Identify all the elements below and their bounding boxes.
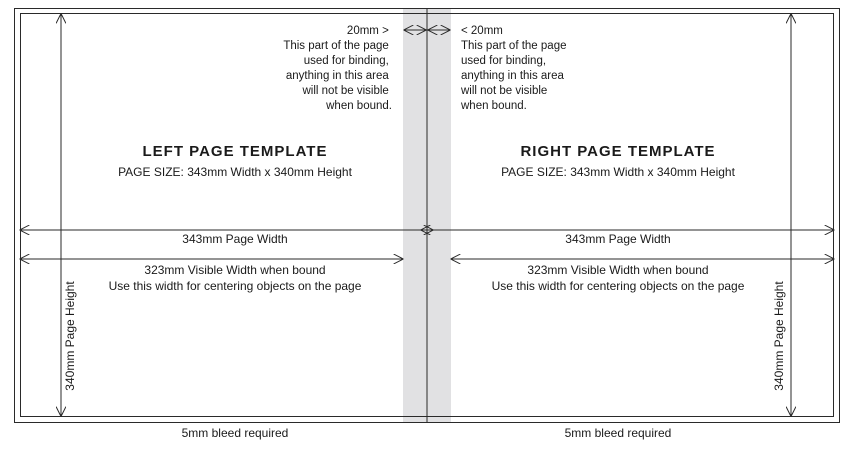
right-binding-note-line: This part of the page: [461, 40, 567, 52]
left-binding-note-line: used for binding,: [303, 55, 389, 67]
left-centering-label: Use this width for centering objects on the page: [108, 279, 362, 293]
right-centering-label: Use this width for centering objects on the page: [491, 279, 745, 293]
right-binding-note-line: < 20mm: [461, 25, 503, 37]
right-binding-note-line: will not be visible: [461, 85, 548, 97]
right-visible-width-label: 323mm Visible Width when bound: [527, 263, 709, 277]
right-binding-note-line: when bound.: [461, 100, 527, 112]
left-page-width-label: 343mm Page Width: [182, 232, 288, 246]
right-binding-note-line: anything in this area: [461, 70, 564, 82]
left-binding-note-line: anything in this area: [285, 70, 389, 82]
left-page-height-label: 340mm Page Height: [63, 281, 77, 391]
left-binding-note-line: will not be visible: [302, 85, 389, 97]
right-binding-note-line: used for binding,: [461, 55, 547, 67]
left-binding-note-line: This part of the page: [283, 40, 389, 52]
left-binding-note-line: 20mm >: [346, 25, 389, 37]
left-bleed-label: 5mm bleed required: [181, 426, 289, 440]
left-page-size: PAGE SIZE: 343mm Width x 340mm Height: [118, 165, 352, 179]
left-binding-note-line: when bound.: [326, 100, 392, 112]
right-page-title: RIGHT PAGE TEMPLATE: [520, 143, 716, 160]
right-page-width-label: 343mm Page Width: [565, 232, 671, 246]
left-binding-note: [283, 25, 392, 112]
right-page-height-label: 340mm Page Height: [772, 281, 786, 391]
left-page-title: LEFT PAGE TEMPLATE: [142, 143, 328, 160]
right-binding-note: [460, 25, 570, 112]
right-page-size: PAGE SIZE: 343mm Width x 340mm Height: [501, 165, 735, 179]
left-visible-width-label: 323mm Visible Width when bound: [144, 263, 326, 277]
right-bleed-label: 5mm bleed required: [564, 426, 672, 440]
